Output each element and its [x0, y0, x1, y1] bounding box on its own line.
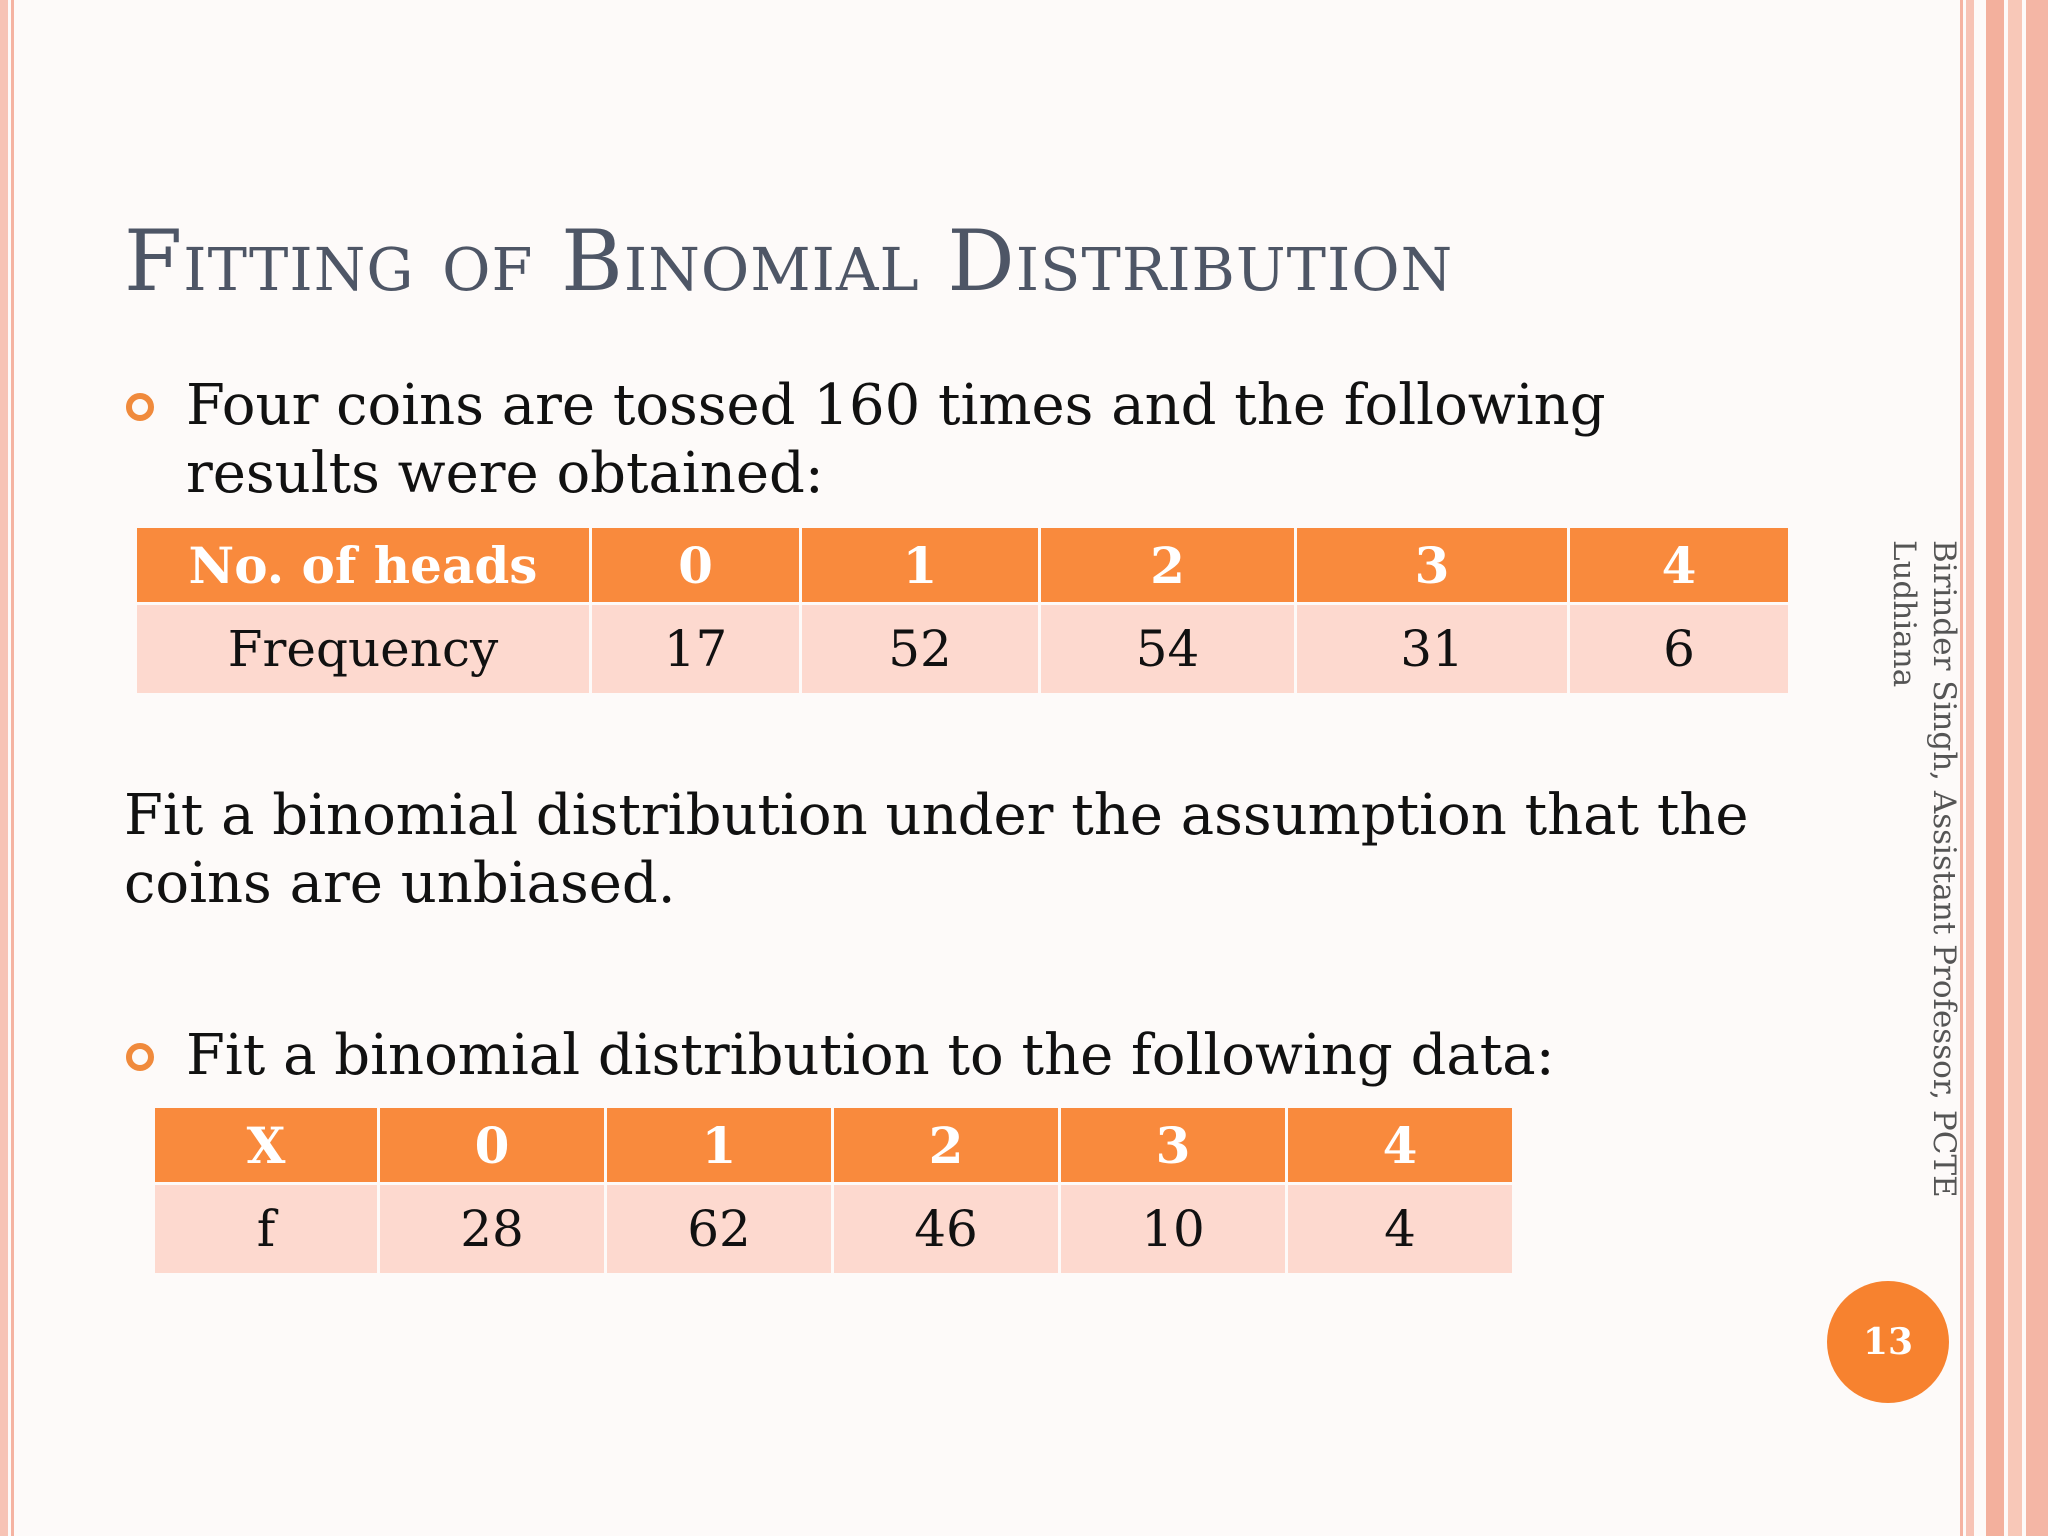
left-border-stripe-thin — [11, 0, 14, 1536]
table-cell: 52 — [802, 605, 1038, 693]
bullet-item-coins — [124, 372, 1704, 508]
right-border-stripe — [1966, 0, 1974, 1536]
right-border-stripe-wide — [1986, 0, 2004, 1536]
bullet-text: Four coins are tossed 160 times and the following results were obtained: — [186, 373, 1606, 506]
table-header-cell: 1 — [607, 1108, 831, 1182]
table-header-cell: 0 — [592, 528, 799, 602]
page-number-badge: 13 — [1827, 1281, 1949, 1403]
table-cell: f — [155, 1185, 377, 1273]
table-header-cell: 2 — [834, 1108, 1058, 1182]
table-cell: 17 — [592, 605, 799, 693]
table-header-cell: X — [155, 1108, 377, 1182]
frequency-table — [134, 525, 1791, 696]
author-credit-line: Birinder Singh, Assistant Professor, PCTE — [1926, 540, 1962, 1198]
right-border-stripe-light — [2008, 0, 2022, 1536]
bullet-text: Fit a binomial distribution to the following data: — [186, 1023, 1555, 1088]
table-cell: 62 — [607, 1185, 831, 1273]
table-cell: 31 — [1297, 605, 1567, 693]
table-row — [137, 605, 1788, 693]
table-header-cell: 3 — [1297, 528, 1567, 602]
table-header-cell: 1 — [802, 528, 1038, 602]
slide-title: Fitting of Binomial Distribution — [124, 212, 1454, 310]
xf-table — [152, 1105, 1515, 1276]
table-header-cell: 0 — [380, 1108, 604, 1182]
table-header-cell: 4 — [1288, 1108, 1512, 1182]
table-cell: 54 — [1041, 605, 1294, 693]
bullet-circle-icon — [126, 1043, 154, 1071]
table-cell: 28 — [380, 1185, 604, 1273]
bullet-item-fit-data — [124, 1022, 1704, 1090]
bullet-circle-icon — [126, 393, 154, 421]
table-cell: 4 — [1288, 1185, 1512, 1273]
table-header-cell: 2 — [1041, 528, 1294, 602]
table-cell: 6 — [1570, 605, 1788, 693]
table-header-cell: 4 — [1570, 528, 1788, 602]
table-row — [155, 1185, 1512, 1273]
table-header-cell: 3 — [1061, 1108, 1285, 1182]
left-border-stripe — [0, 0, 8, 1536]
table-cell: 10 — [1061, 1185, 1285, 1273]
table-header-row — [137, 528, 1788, 602]
instruction-paragraph: Fit a binomial distribution under the assumption that the coins are unbiased. — [124, 783, 1749, 916]
table-cell: 46 — [834, 1185, 1058, 1273]
author-credit — [1884, 540, 1964, 1240]
table-cell: Frequency — [137, 605, 589, 693]
right-border-stripe-outer — [2026, 0, 2048, 1536]
table-header-cell: No. of heads — [137, 528, 589, 602]
table-header-row — [155, 1108, 1512, 1182]
author-credit-line: Ludhiana — [1886, 540, 1922, 688]
